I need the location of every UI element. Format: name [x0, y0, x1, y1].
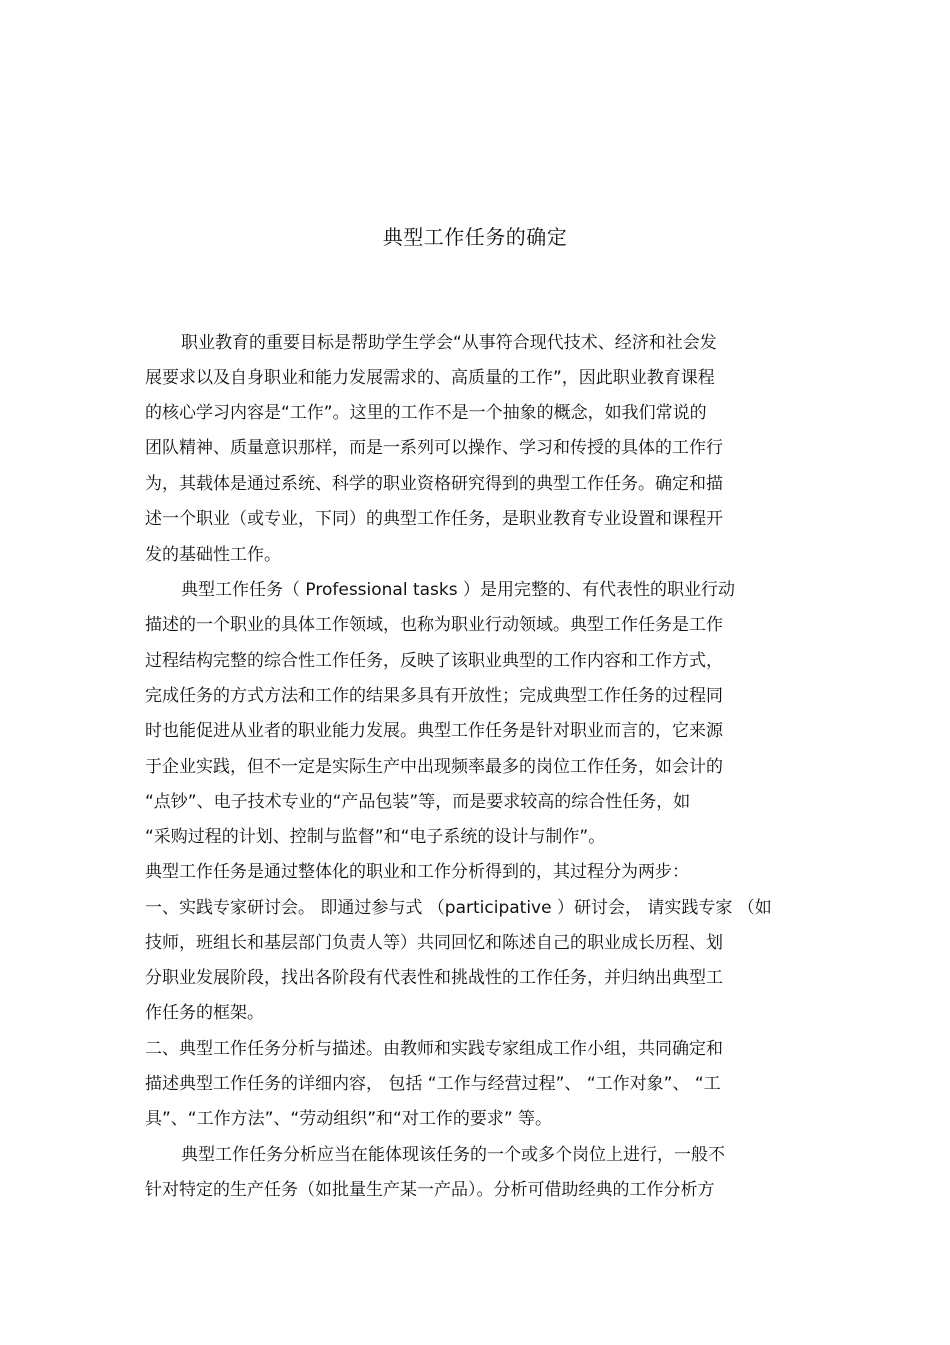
- paragraph-line: 团队精神、质量意识那样，而是一系列可以操作、学习和传授的具体的工作行: [145, 438, 723, 458]
- paragraph-line: “采购过程的计划、控制与监督”和“电子系统的设计与制作”。: [145, 827, 606, 847]
- paragraph-line: “点钞”、电子技术专业的“产品包装”等，而是要求较高的综合性任务，如: [145, 792, 691, 812]
- paragraph-line: 职业教育的重要目标是帮助学生学会“从事符合现代技术、经济和社会发: [181, 333, 717, 353]
- paragraph-line: 一、实践专家研讨会。 即通过参与式 （participative ）研讨会， 请实践专家 （如: [145, 898, 772, 918]
- paragraph-line: 作任务的框架。: [145, 1003, 264, 1023]
- document-title: 典型工作任务的确定: [382, 225, 568, 249]
- paragraph-line: 时也能促进从业者的职业能力发展。典型工作任务是针对职业而言的，它来源: [145, 721, 723, 741]
- paragraph-line: 二、典型工作任务分析与描述。由教师和实践专家组成工作小组，共同确定和: [145, 1039, 723, 1059]
- paragraph-line: 描述典型工作任务的详细内容， 包括 “工作与经营过程”、 “工作对象”、 “工: [145, 1074, 721, 1094]
- paragraph-line: 述一个职业（或专业，下同）的典型工作任务，是职业教育专业设置和课程开: [145, 509, 723, 529]
- paragraph-line: 的核心学习内容是“工作”。这里的工作不是一个抽象的概念，如我们常说的: [145, 403, 707, 423]
- paragraph-line: 描述的一个职业的具体工作领域，也称为职业行动领域。典型工作任务是工作: [145, 615, 723, 635]
- paragraph-line: 具”、“工作方法”、“劳动组织”和“对工作的要求” 等。: [145, 1109, 553, 1129]
- paragraph-line: 为，其载体是通过系统、科学的职业资格研究得到的典型工作任务。确定和描: [145, 474, 723, 494]
- paragraph-line: 技师，班组长和基层部门负责人等）共同回忆和陈述自己的职业成长历程、划: [145, 933, 723, 953]
- paragraph-line: 典型工作任务（ Professional tasks ）是用完整的、有代表性的职业行动: [181, 580, 736, 600]
- paragraph-line: 于企业实践，但不一定是实际生产中出现频率最多的岗位工作任务，如会计的: [145, 757, 723, 777]
- paragraph-line: 过程结构完整的综合性工作任务，反映了该职业典型的工作内容和工作方式，: [145, 651, 723, 671]
- paragraph-line: 分职业发展阶段，找出各阶段有代表性和挑战性的工作任务，并归纳出典型工: [145, 968, 723, 988]
- paragraph-line: 典型工作任务分析应当在能体现该任务的一个或多个岗位上进行，一般不: [181, 1145, 725, 1165]
- paragraph-line: 针对特定的生产任务（如批量生产某一产品）。分析可借助经典的工作分析方: [145, 1180, 715, 1200]
- paragraph-line: 完成任务的方式方法和工作的结果多具有开放性；完成典型工作任务的过程同: [145, 686, 723, 706]
- paragraph-line: 发的基础性工作。: [145, 545, 281, 565]
- paragraph-line: 典型工作任务是通过整体化的职业和工作分析得到的，其过程分为两步：: [145, 862, 689, 882]
- paragraph-line: 展要求以及自身职业和能力发展需求的、高质量的工作”，因此职业教育课程: [145, 368, 715, 388]
